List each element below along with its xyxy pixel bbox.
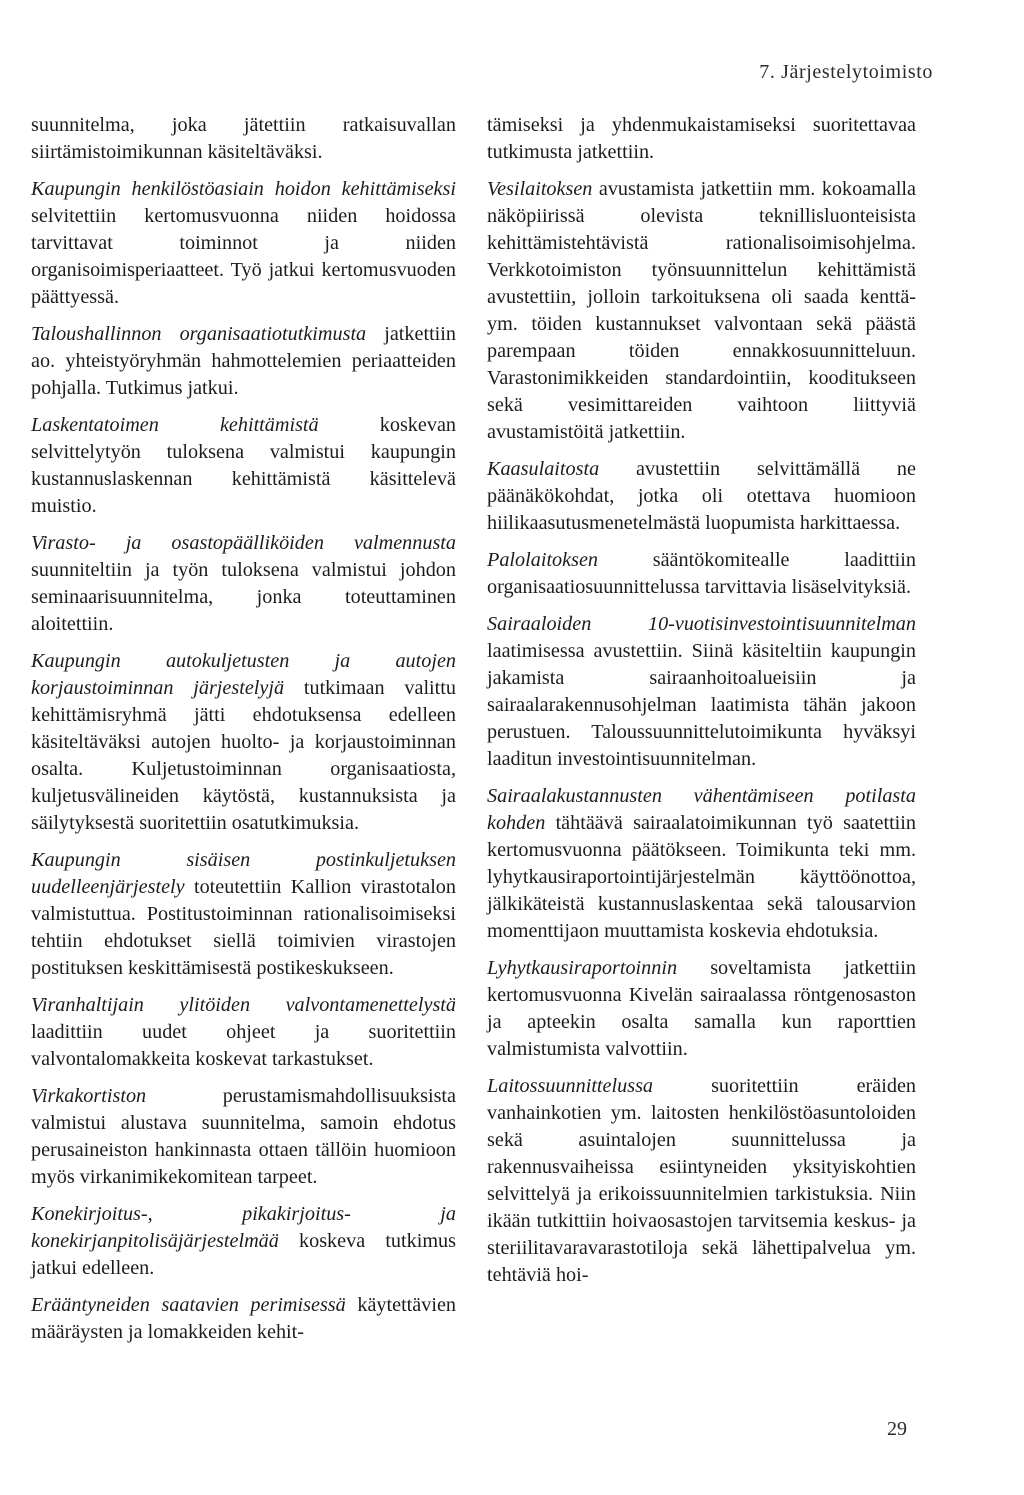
paragraph-text: koskeva tutkimus jatkui edelleen. [31, 1230, 456, 1279]
paragraph-text: toteutettiin Kallion virastotalon valmistuttua. Postitustoiminnan rationalisoimiseksi tehtiin ehdotukset siellä toimivien virastojen postituksen keskittämisestä postikeskukseen. [31, 876, 456, 979]
paragraph [31, 1292, 456, 1346]
paragraph-lead: Kaupungin henkilöstöasiain hoidon kehittämiseksi [31, 178, 456, 200]
paragraph [31, 112, 456, 166]
paragraph [487, 456, 916, 537]
paragraph [487, 176, 916, 446]
paragraph-text: selvitettiin kertomusvuonna niiden hoidossa tarvittavat toiminnot ja niiden organisoimisperiaatteet. Työ jatkui kertomusvuoden päättyessä. [31, 205, 456, 308]
paragraph-text: laatimisessa avustettiin. Siinä käsiteltiin kaupungin jakamista sairaanhoitoalueisiin ja sairaalarakennusohjelman laatimista tähän jakoon perustuen. Taloussuunnittelutoimikunta hyväksyi laaditun investointisuunnitelman. [487, 640, 916, 770]
paragraph-text: käytettävien määräysten ja lomakkeiden kehit- [31, 1294, 456, 1343]
paragraph [31, 847, 456, 982]
paragraph-text: tähtäävä sairaalatoimikunnan työ saatettiin kertomusvuonna päätökseen. Toimikunta teki mm. lyhytkausiraportointijärjestelmän käyttöönottoa, jälkikäteistä kustannuslaskentaa sekä talousarvion momenttijaon muuttamista koskevia ehdotuksia. [487, 812, 916, 942]
paragraph-text: koskevan selvittelytyön tuloksena valmistui kaupungin kustannuslaskennan kehittämistä käsittelevä muistio. [31, 414, 456, 517]
paragraph-lead: Kaupungin sisäisen postinkuljetuksen uudelleenjärjestely [31, 849, 456, 898]
paragraph-text: avustettiin selvittämällä ne päänäkökohdat, jotka oli otettava huomioon hiilikaasutusmenetelmästä luopumista harkittaessa. [487, 458, 916, 534]
page-number: 29 [887, 1418, 907, 1440]
paragraph-lead: Vesilaitoksen [487, 178, 593, 200]
paragraph-lead: Virasto- ja osastopäälliköiden valmennusta [31, 532, 456, 554]
paragraph [487, 1073, 916, 1289]
paragraph [31, 648, 456, 837]
paragraph [487, 112, 916, 166]
paragraph-lead: Sairaalakustannusten vähentämiseen potilasta kohden [487, 785, 916, 834]
paragraph-text: soveltamista jatkettiin kertomusvuonna Kivelän sairaalassa röntgenosaston ja apteekin osalta samalla kun raporttien valmistumista valvottiin. [487, 957, 916, 1060]
paragraph-lead: Konekirjoitus-, pikakirjoitus- ja konekirjanpitolisäjärjestelmää [31, 1203, 456, 1252]
paragraph [31, 412, 456, 520]
paragraph-lead: Sairaaloiden 10-vuotisinvestointisuunnitelman [487, 613, 916, 635]
paragraph [31, 176, 456, 311]
paragraph [487, 783, 916, 945]
paragraph-text: suunnitelma, joka jätettiin ratkaisuvallan siirtämistoimikunnan käsiteltäväksi. [31, 114, 456, 163]
running-head: 7. Järjestelytoimisto [759, 61, 933, 83]
paragraph-text: tutkimaan valittu kehittämisryhmä jätti ehdotuksensa edelleen käsiteltäväksi autojen huolto- ja korjaustoiminnan osalta. Kuljetustoiminnan organisaatiosta, kuljetusvälineiden käytöstä, kustannuksista ja säilytyksestä suoritettiin osatutkimuksia. [31, 677, 456, 834]
paragraph-lead: Kaupungin autokuljetusten ja autojen korjaustoiminnan järjestelyjä [31, 650, 456, 699]
paragraph-text: suoritettiin eräiden vanhainkotien ym. laitosten henkilöstöasuntoloiden sekä asuintalojen suunnittelussa ja rakennusvaiheissa esiintyneiden yksityiskohtien selvittelyä ja erikoissuunnitelmien tarkistuksia. Niin ikään tutkittiin hoivaosastojen tarvitsemia keskus- ja steriilitavaravarastotiloja sekä lähettipalvelua ym. tehtäviä hoi- [487, 1075, 916, 1286]
paragraph-lead: Palolaitoksen [487, 549, 599, 571]
paragraph-lead: Laitossuunnittelussa [487, 1075, 654, 1097]
paragraph-lead: Kaasulaitosta [487, 458, 600, 480]
paragraph-lead: Erääntyneiden saatavien perimisessä [31, 1294, 346, 1316]
paragraph-lead: Viranhaltijain ylitöiden valvontamenettelystä [31, 994, 456, 1016]
paragraph-lead: Laskentatoimen kehittämistä [31, 414, 319, 436]
paragraph [487, 547, 916, 601]
paragraph-text: jatkettiin ao. yhteistyöryhmän hahmottelemien periaatteiden pohjalla. Tutkimus jatkui. [31, 323, 456, 399]
paragraph-text: sääntökomitealle laadittiin organisaatiosuunnittelussa tarvittavia lisäselvityksiä. [487, 549, 916, 598]
paragraph-lead: Virkakortiston [31, 1085, 147, 1107]
paragraph [487, 611, 916, 773]
paragraph-text: tämiseksi ja yhdenmukaistamiseksi suoritettavaa tutkimusta jatkettiin. [487, 114, 916, 163]
paragraph [31, 1201, 456, 1282]
paragraph [31, 530, 456, 638]
paragraph-lead: Taloushallinnon organisaatiotutkimusta [31, 323, 367, 345]
right-column [487, 112, 916, 1299]
paragraph [31, 992, 456, 1073]
paragraph-lead: Lyhytkausiraportoinnin [487, 957, 678, 979]
left-column [31, 112, 456, 1356]
paragraph-text: avustamista jatkettiin mm. kokoamalla näköpiirissä olevista teknillisluonteisista kehittämistehtävistä rationalisoimisohjelma. Verkkotoimiston työnsuunnittelun kehittämistä avustettiin, jolloin tarkoituksena oli saada kenttä- ym. töiden kustannukset valvontaan sekä päästä parempaan töiden ennakkosuunnitteluun. Varastonimikkeiden standardointiin, kooditukseen sekä vesimittareiden vaihtoon liittyviä avustamistöitä jatkettiin. [487, 178, 916, 443]
paragraph [31, 1083, 456, 1191]
paragraph [487, 955, 916, 1063]
paragraph-text: perustamismahdollisuuksista valmistui alustava suunnitelma, samoin ehdotus perusaineiston hankinnasta ottaen tällöin huomioon myös virkanimikekomitean tarpeet. [31, 1085, 456, 1188]
paragraph-text: laadittiin uudet ohjeet ja suoritettiin valvontalomakkeita koskevat tarkastukset. [31, 1021, 456, 1070]
paragraph-text: suunniteltiin ja työn tuloksena valmistui johdon seminaarisuunnitelma, jonka toteuttaminen aloitettiin. [31, 559, 456, 635]
paragraph [31, 321, 456, 402]
